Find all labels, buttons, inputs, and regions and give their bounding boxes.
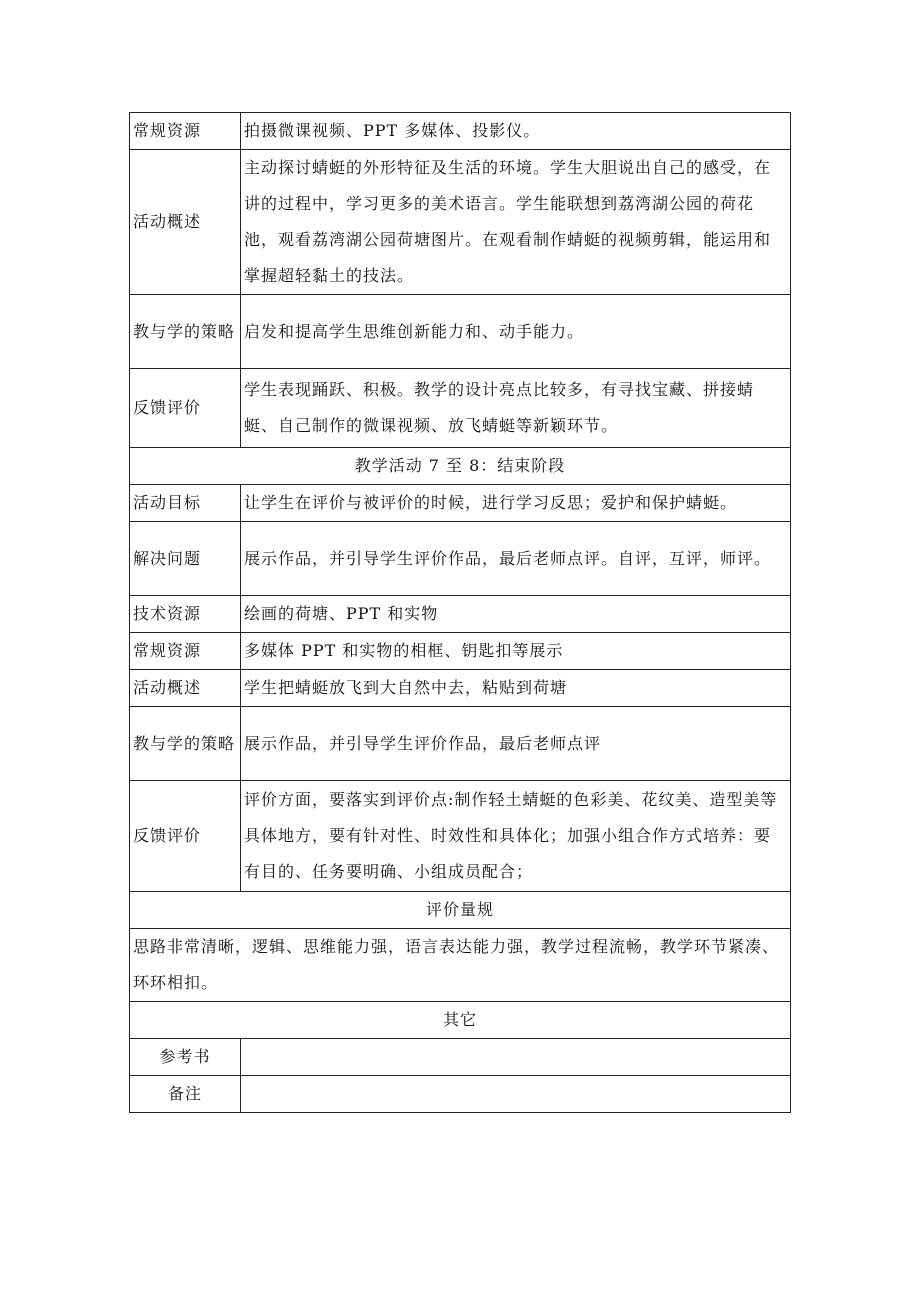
row-label: 教与学的策略	[130, 295, 241, 369]
row-value: 让学生在评价与被评价的时候，进行学习反思；爱护和保护蜻蜓。	[241, 485, 791, 522]
row-value	[241, 1076, 791, 1113]
row-label: 参考书	[130, 1039, 241, 1076]
lesson-plan-table	[129, 112, 791, 1113]
table-row	[130, 295, 791, 369]
section-row	[130, 892, 791, 929]
row-label: 常规资源	[130, 633, 241, 670]
table-row	[130, 113, 791, 150]
table-row	[130, 670, 791, 707]
table-row	[130, 781, 791, 892]
row-label: 活动概述	[130, 150, 241, 295]
table-row	[130, 633, 791, 670]
row-value: 学生把蜻蜓放飞到大自然中去，粘贴到荷塘	[241, 670, 791, 707]
row-value: 展示作品，并引导学生评价作品，最后老师点评	[241, 707, 791, 781]
row-label: 活动目标	[130, 485, 241, 522]
section-heading-end-stage: 教学活动 7 至 8：结束阶段	[130, 448, 791, 485]
row-label: 备注	[130, 1076, 241, 1113]
table-row	[130, 522, 791, 596]
row-label: 技术资源	[130, 596, 241, 633]
row-value: 拍摄微课视频、PPT 多媒体、投影仪。	[241, 113, 791, 150]
table-row	[130, 485, 791, 522]
section-row	[130, 1002, 791, 1039]
table-row	[130, 369, 791, 448]
row-value: 多媒体 PPT 和实物的相框、钥匙扣等展示	[241, 633, 791, 670]
table-row	[130, 707, 791, 781]
row-value: 主动探讨蜻蜓的外形特征及生活的环境。学生大胆说出自己的感受，在讲的过程中，学习更多的美术语言。学生能联想到荔湾湖公园的荷花池，观看荔湾湖公园荷塘图片。在观看制作蜻蜓的视频剪辑，能运用和掌握超轻黏土的技法。	[241, 150, 791, 295]
row-label: 反馈评价	[130, 781, 241, 892]
section-row	[130, 448, 791, 485]
row-label: 常规资源	[130, 113, 241, 150]
row-label: 活动概述	[130, 670, 241, 707]
table-row	[130, 150, 791, 295]
row-value	[241, 1039, 791, 1076]
section-heading-evaluation: 评价量规	[130, 892, 791, 929]
row-label: 解决问题	[130, 522, 241, 596]
row-value: 学生表现踊跃、积极。教学的设计亮点比较多，有寻找宝藏、拼接蜻蜓、自己制作的微课视频、放飞蜻蜓等新颖环节。	[241, 369, 791, 448]
row-label: 反馈评价	[130, 369, 241, 448]
table-row	[130, 596, 791, 633]
table-row	[130, 929, 791, 1002]
row-value: 启发和提高学生思维创新能力和、动手能力。	[241, 295, 791, 369]
table-row	[130, 1076, 791, 1113]
row-value: 评价方面，要落实到评价点:制作轻土蜻蜓的色彩美、花纹美、造型美等具体地方，要有针对性、时效性和具体化；加强小组合作方式培养：要有目的、任务要明确、小组成员配合；	[241, 781, 791, 892]
row-label: 教与学的策略	[130, 707, 241, 781]
evaluation-text: 思路非常清晰，逻辑、思维能力强，语言表达能力强，教学过程流畅，教学环节紧凑、环环相扣。	[130, 929, 791, 1002]
table-row	[130, 1039, 791, 1076]
row-value: 绘画的荷塘、PPT 和实物	[241, 596, 791, 633]
section-heading-other: 其它	[130, 1002, 791, 1039]
row-value: 展示作品，并引导学生评价作品，最后老师点评。自评，互评，师评。	[241, 522, 791, 596]
